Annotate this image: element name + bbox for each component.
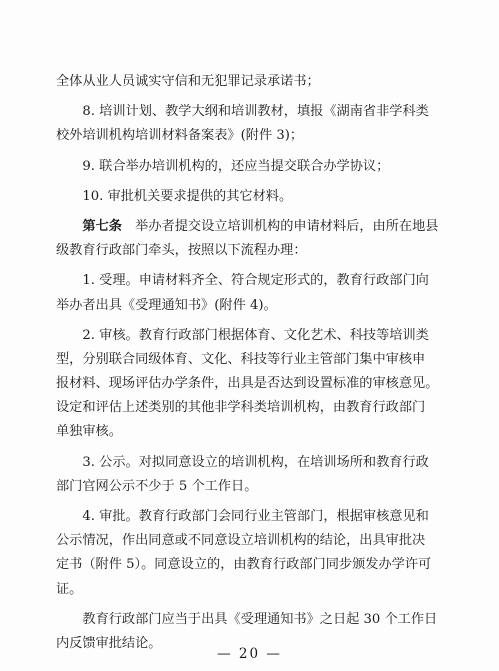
- text-line: 2. 审核。教育行政部门根据体育、文化艺术、科技等培训类: [82, 327, 429, 343]
- text-line: 8. 培训计划、教学大纲和培训教材，填报《湖南省非学科类: [82, 104, 429, 120]
- text-line: 定书（附件 5）。同意设立的，由教育行政部门同步颁发办学许可: [56, 557, 432, 573]
- text-line: 10. 审批机关要求提供的其它材料。: [82, 188, 293, 204]
- text-line: 9. 联合举办培训机构的，还应当提交联合办学协议；: [82, 158, 390, 174]
- text-line: 公示情况，作出同意或不同意设立培训机构的结论，出具审批决: [56, 533, 426, 549]
- paragraph-item-8: [56, 100, 456, 148]
- paragraph-step-1: [56, 269, 456, 317]
- paragraph-continuation: [56, 70, 456, 94]
- text-line: 级教育行政部门牵头，按照以下流程办理：: [56, 243, 307, 259]
- article-heading: 第七条: [82, 218, 122, 234]
- text-line: 举办者出具《受理通知书》(附件 4)。: [56, 297, 277, 313]
- document-body: [56, 70, 456, 656]
- paragraph-item-10: [56, 185, 456, 209]
- text-line: 证。: [56, 581, 83, 597]
- article-text: 举办者提交设立培训机构的申请材料后，由所在地县: [135, 218, 439, 234]
- paragraph-article-7: [56, 215, 456, 263]
- text-line: 部门官网公示不少于 5 个工作日。: [56, 478, 258, 494]
- text-line: 1. 受理。申请材料齐全、符合规定形式的，教育行政部门向: [82, 273, 429, 289]
- text-line: 3. 公示。对拟同意设立的培训机构，在培训场所和教育行政: [82, 454, 429, 470]
- text-line: 报材料、现场评估办学条件，出具是否达到设置标准的审核意见。: [56, 376, 439, 392]
- text-line: 内反馈审批结论。: [56, 635, 162, 651]
- text-line: 型，分别联合同级体育、文化、科技等行业主管部门集中审核申: [56, 351, 426, 367]
- paragraph-step-2: [56, 324, 456, 445]
- text-line: 全体从业人员诚实守信和无犯罪记录承诺书；: [56, 74, 320, 89]
- text-line: 校外培训机构培训材料备案表》(附件 3)；: [56, 128, 304, 144]
- text-line: 4. 审批。教育行政部门会同行业主管部门，根据审核意见和: [82, 509, 429, 524]
- text-line: 设定和评估上述类别的其他非学科类培训机构，由教育行政部门: [56, 400, 426, 416]
- paragraph-step-4: [56, 505, 456, 602]
- text-line: 单独审核。: [56, 424, 122, 440]
- text-line: 教育行政部门应当于出具《受理通知书》之日起 30 个工作日: [82, 611, 438, 627]
- paragraph-item-9: [56, 155, 456, 179]
- paragraph-step-3: [56, 451, 456, 499]
- text-line: [56, 215, 456, 239]
- page-number: — 20 —: [217, 646, 282, 662]
